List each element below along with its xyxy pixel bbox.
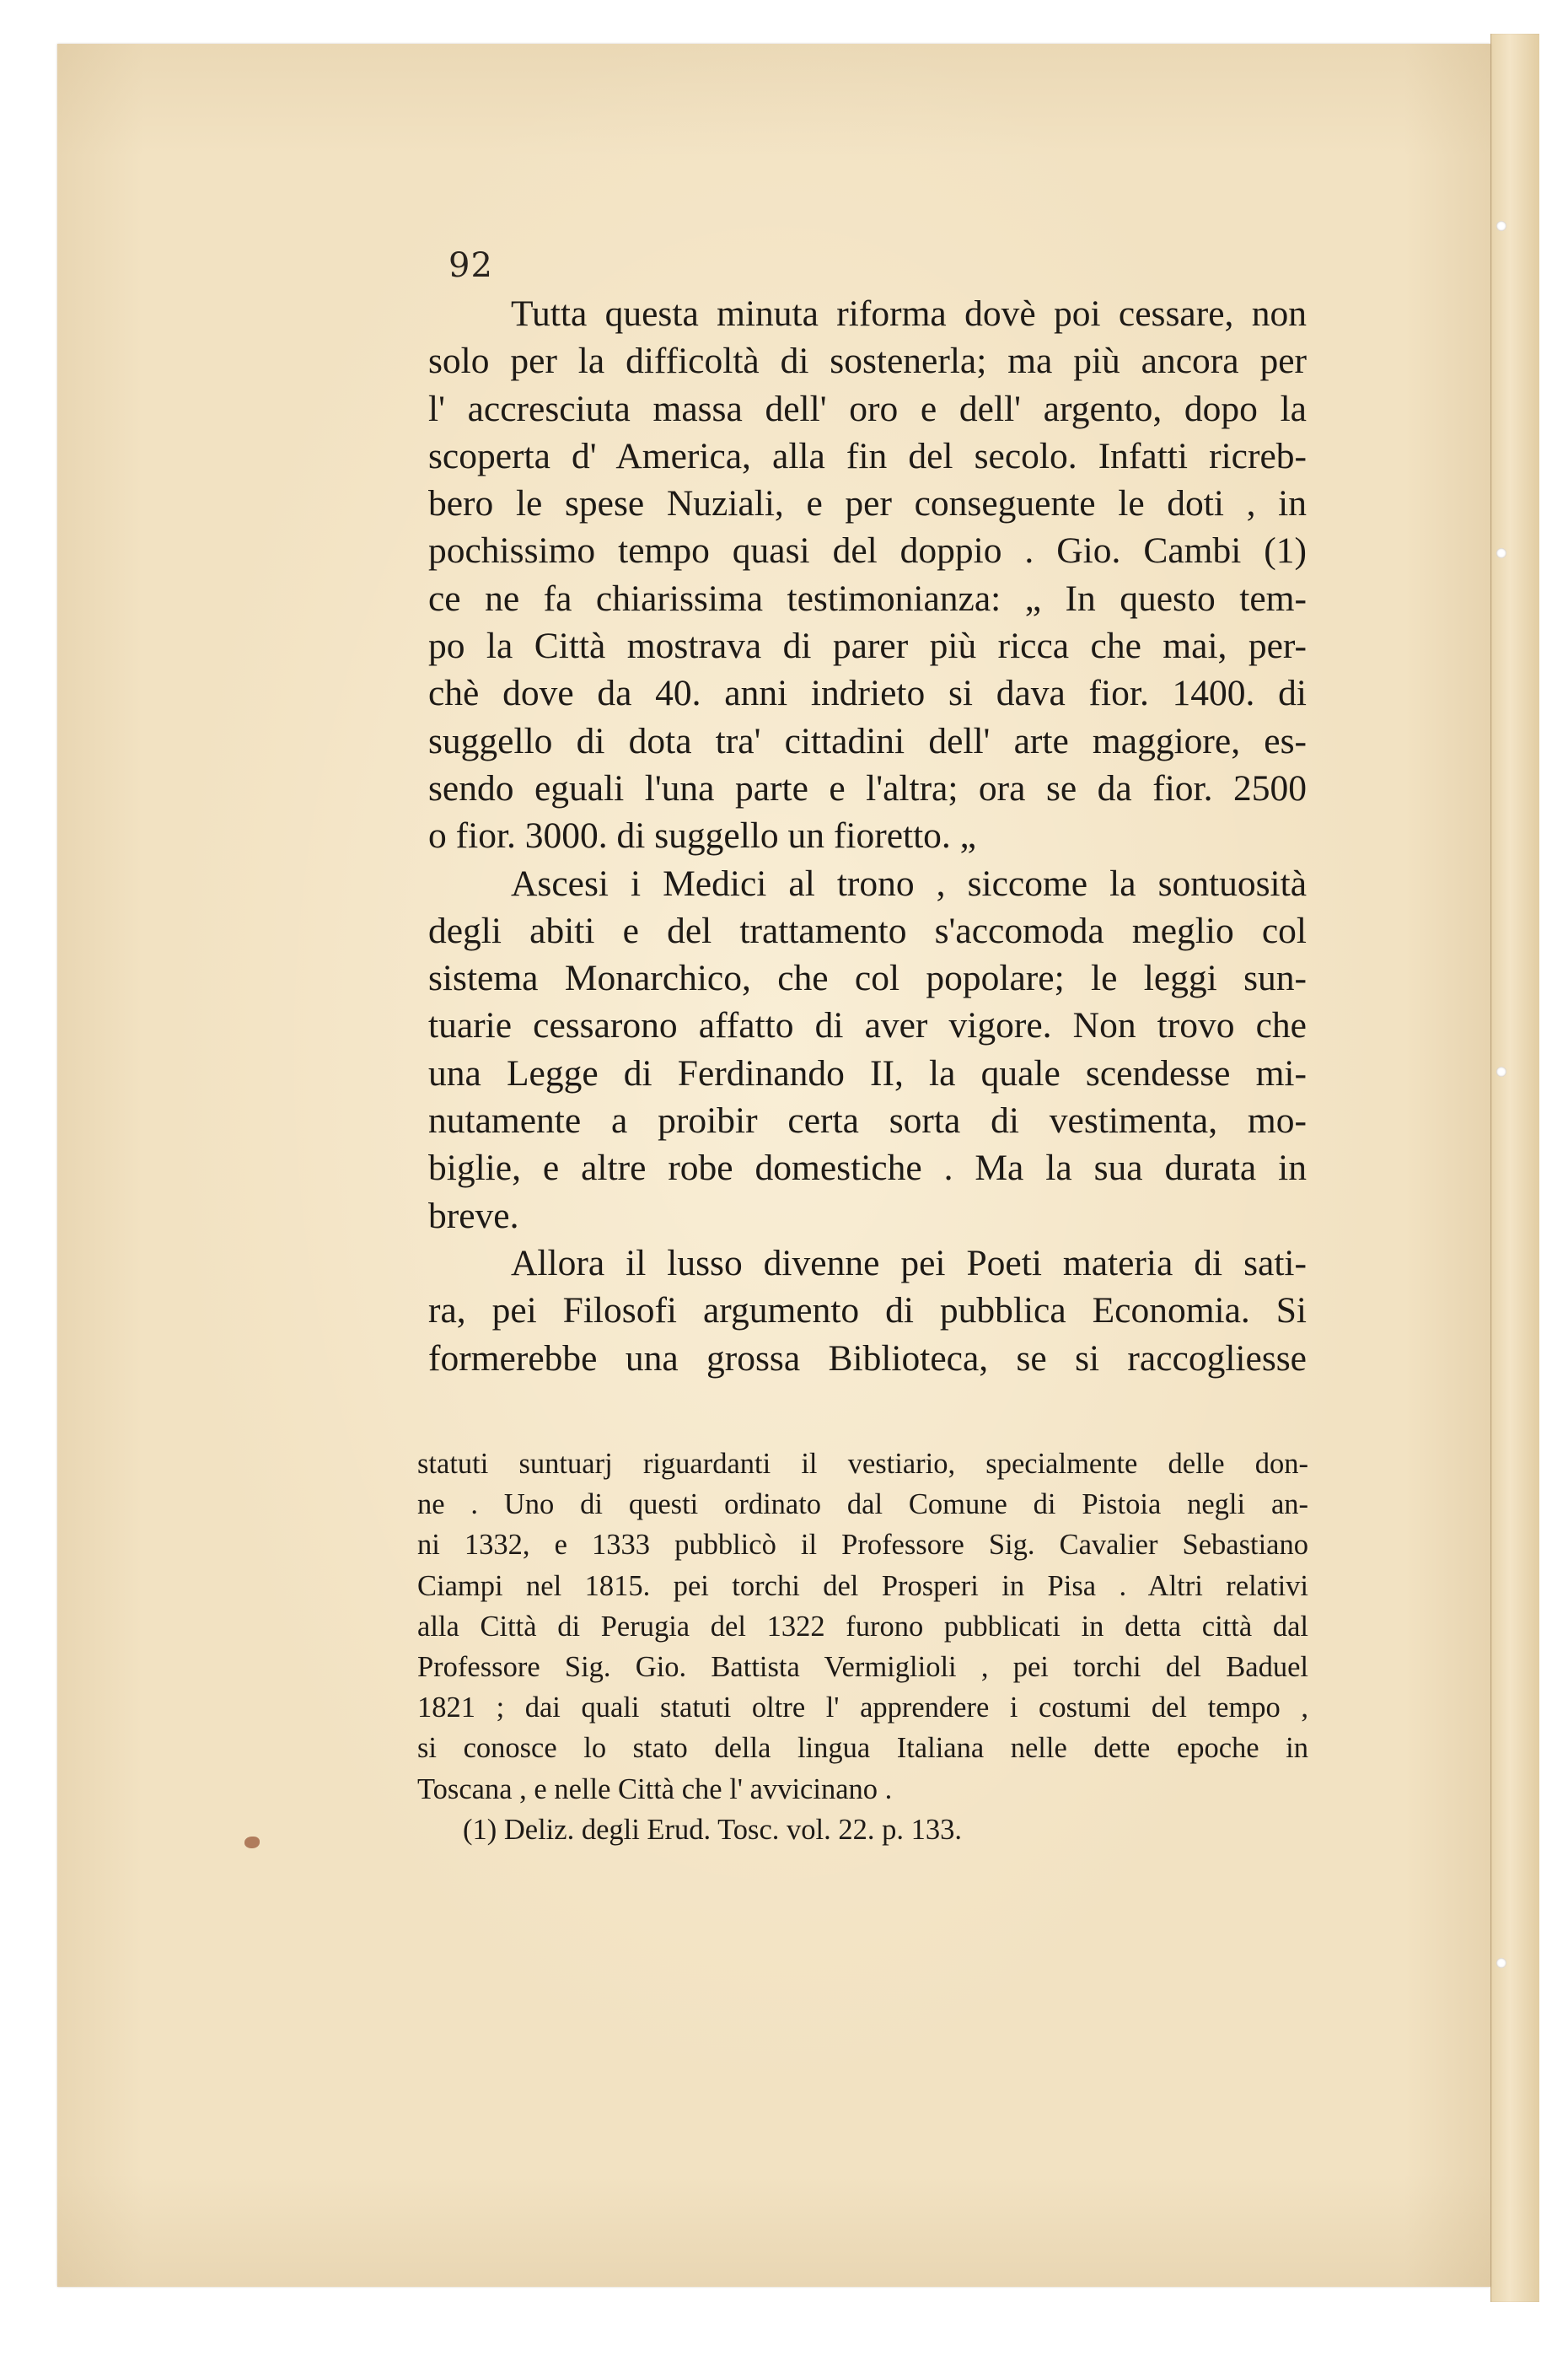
- text-line: tuarie cessarono affatto di aver vigore. Non trovo che: [428, 1005, 1307, 1046]
- ink-stain: [244, 1837, 260, 1848]
- text-line: scoperta d' America, alla fin del secolo. Infatti ricreb-: [428, 435, 1307, 476]
- footnotes: [417, 1444, 1308, 1850]
- footnote-line: Professore Sig. Gio. Battista Vermiglioli , pei torchi del Baduel: [417, 1650, 1308, 1683]
- footnote-reference: (1) Deliz. degli Erud. Tosc. vol. 22. p. 133.: [463, 1813, 962, 1846]
- text-line: ce ne fa chiarissima testimonianza: „ In questo tem-: [428, 578, 1307, 619]
- text-line: pochissimo tempo quasi del doppio . Gio. Cambi (1): [428, 530, 1307, 572]
- binding-hole: [1496, 1958, 1506, 1968]
- footnote-line: Toscana , e nelle Città che l' avvicinano .: [417, 1772, 893, 1805]
- text-line: po la Città mostrava di parer più ricca che mai, per-: [428, 626, 1307, 667]
- footnote-line: 1821 ; dai quali statuti oltre l' apprendere i costumi del tempo ,: [417, 1691, 1308, 1724]
- text-line: Tutta questa minuta riforma dovè poi cessare, non: [511, 293, 1307, 334]
- text-line: o fior. 3000. di suggello un fioretto. „: [428, 815, 976, 857]
- footnote-line: statuti suntuarj riguardanti il vestiario, specialmente delle don-: [417, 1448, 1308, 1480]
- text-line: bero le spese Nuziali, e per conseguente le doti , in: [428, 483, 1307, 524]
- footnote-line: si conosce lo stato della lingua Italiana nelle dette epoche in: [417, 1732, 1308, 1765]
- footnote-line: Ciampi nel 1815. pei torchi del Prosperi in Pisa . Altri relativi: [417, 1569, 1308, 1602]
- text-line: sistema Monarchico, che col popolare; le leggi sun-: [428, 958, 1307, 999]
- footnote-line: alla Città di Perugia del 1322 furono pubblicati in detta città dal: [417, 1610, 1308, 1643]
- text-line: suggello di dota tra' cittadini dell' arte maggiore, es-: [428, 720, 1307, 761]
- text-line: ra, pei Filosofi argumento di pubblica Economia. Si: [428, 1290, 1307, 1331]
- text-line: nutamente a proibir certa sorta di vestimenta, mo-: [428, 1100, 1307, 1142]
- main-text: [428, 290, 1307, 1382]
- text-line: degli abiti e del trattamento s'accomoda meglio col: [428, 910, 1307, 951]
- text-line: una Legge di Ferdinando II, la quale scendesse mi-: [428, 1052, 1307, 1094]
- text-line: Allora il lusso divenne pei Poeti materia di sati-: [511, 1242, 1307, 1283]
- text-line: breve.: [428, 1195, 519, 1236]
- text-line: biglie, e altre robe domestiche . Ma la sua durata in: [428, 1148, 1307, 1189]
- binding-hole: [1496, 548, 1506, 558]
- text-line: formerebbe una grossa Biblioteca, se si raccogliesse: [428, 1337, 1307, 1379]
- footnote-line: ne . Uno di questi ordinato dal Comune di Pistoia negli an-: [417, 1488, 1308, 1521]
- text-line: solo per la difficoltà di sostenerla; ma più ancora per: [428, 341, 1307, 382]
- page-number: 92: [448, 246, 493, 285]
- text-line: Ascesi i Medici al trono , siccome la sontuosità: [511, 863, 1307, 904]
- footnote-line: ni 1332, e 1333 pubblicò il Professore Sig. Cavalier Sebastiano: [417, 1529, 1308, 1562]
- text-line: sendo eguali l'una parte e l'altra; ora se da fior. 2500: [428, 767, 1307, 809]
- text-line: l' accresciuta massa dell' oro e dell' argento, dopo la: [428, 388, 1307, 429]
- binding-hole: [1496, 1067, 1506, 1077]
- binding-hole: [1496, 221, 1506, 231]
- text-line: chè dove da 40. anni indrieto si dava fior. 1400. di: [428, 673, 1307, 714]
